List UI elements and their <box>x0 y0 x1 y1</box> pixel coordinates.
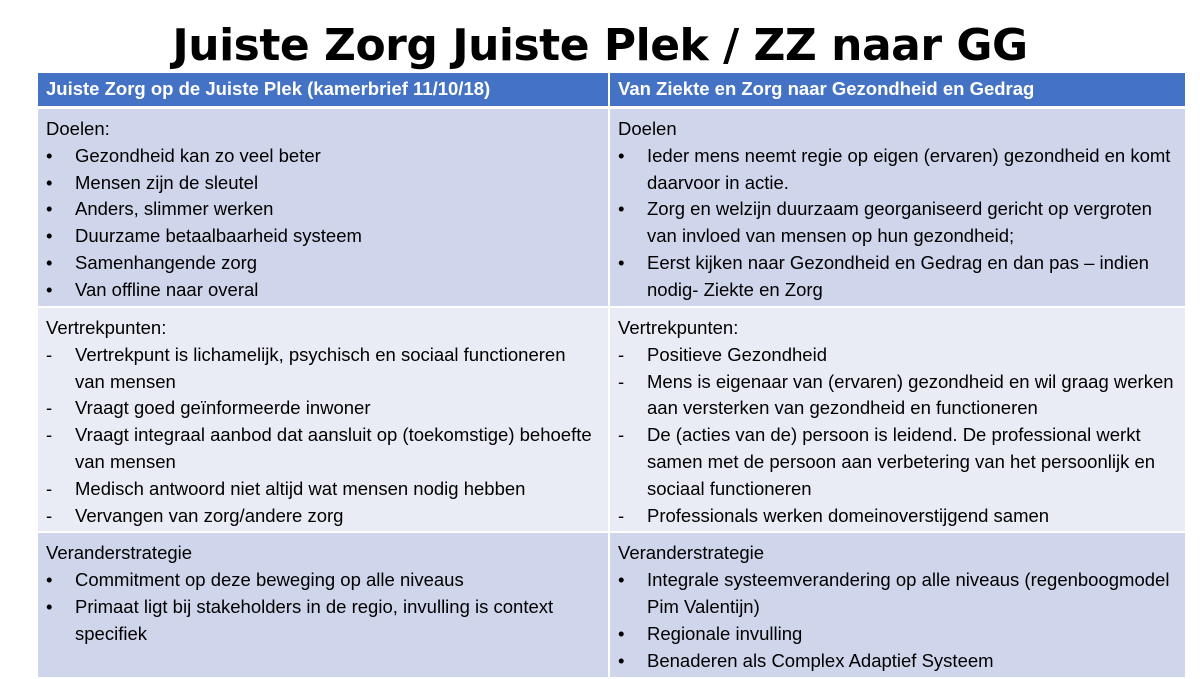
comparison-table <box>38 73 1185 679</box>
list-item-text: Samenhangende zorg <box>75 251 258 273</box>
list-item <box>618 250 1177 304</box>
cell-right-vertrekpunten <box>609 307 1185 532</box>
list-item-text: Mens is eigenaar van (ervaren) gezondheid en wil graag werken aan versterken van gezondheid en functioneren <box>647 370 1174 419</box>
list-item-text: Vraagt integraal aanbod dat aansluit op (toekomstige) behoefte van mensen <box>75 424 592 472</box>
bullet-marker: • <box>46 198 53 220</box>
bullet-list <box>46 567 600 647</box>
list-item-text: Primaat ligt bij stakeholders in de regio, invulling is context specifiek <box>75 595 554 644</box>
cell-heading: Vertrekpunten: <box>618 317 739 338</box>
dash-marker: - <box>46 424 53 446</box>
list-item <box>618 143 1177 197</box>
list-item-text: Anders, slimmer werken <box>75 198 274 220</box>
list-item-text: Integrale systeemverandering op alle niveaus (regenboogmodel Pim Valentijn) <box>647 569 1170 617</box>
table-header-row <box>38 73 1185 108</box>
bullet-marker: • <box>46 595 53 617</box>
bullet-list <box>46 143 600 304</box>
list-item-text: Vraagt goed geïnformeerde inwoner <box>75 397 371 419</box>
list-item-text: Medisch antwoord niet altijd wat mensen nodig hebben <box>75 477 526 499</box>
bullet-list <box>618 143 1177 304</box>
list-item <box>618 503 1177 530</box>
bullet-marker: • <box>618 251 625 273</box>
list-item-text: Benaderen als Complex Adaptief Systeem <box>647 649 994 671</box>
list-item-text: Commitment op deze beweging op alle niveaus <box>75 569 464 591</box>
bullet-marker: • <box>46 278 53 300</box>
bullet-marker: • <box>46 569 53 591</box>
list-item-text: Vervangen van zorg/andere zorg <box>75 504 344 526</box>
bullet-marker: • <box>618 622 625 644</box>
dash-marker: - <box>46 397 53 419</box>
bullet-marker: • <box>618 144 625 166</box>
dash-marker: - <box>618 343 625 365</box>
list-item <box>46 342 600 396</box>
list-item <box>46 395 600 422</box>
list-item <box>618 196 1177 250</box>
bullet-marker: • <box>46 144 53 166</box>
bullet-marker: • <box>618 569 625 591</box>
bullet-marker: • <box>46 171 53 193</box>
list-item <box>46 196 600 223</box>
list-item <box>46 476 600 503</box>
list-item-text: Duurzame betaalbaarheid systeem <box>75 225 362 247</box>
list-item-text: Eerst kijken naar Gezondheid en Gedrag en dan pas – indien nodig- Ziekte en Zorg <box>647 251 1149 300</box>
list-item-text: Regionale invulling <box>647 622 803 644</box>
list-item <box>46 250 600 277</box>
table-row-vertrekpunten <box>38 307 1185 532</box>
dash-list <box>618 342 1177 530</box>
slide-title: Juiste Zorg Juiste Plek / ZZ naar GG <box>172 20 1028 71</box>
list-item <box>618 369 1177 423</box>
cell-heading: Doelen: <box>46 118 110 139</box>
list-item <box>46 170 600 197</box>
dash-marker: - <box>46 504 53 526</box>
dash-list <box>46 342 600 530</box>
dash-marker: - <box>618 424 625 446</box>
bullet-marker: • <box>618 198 625 220</box>
cell-heading: Veranderstrategie <box>46 542 193 564</box>
cell-heading: Doelen <box>618 118 677 139</box>
dash-marker: - <box>46 477 53 499</box>
column-header-left: Juiste Zorg op de Juiste Plek (kamerbrief 11/10/18) <box>38 73 609 108</box>
cell-heading: Veranderstrategie <box>618 542 765 564</box>
cell-heading: Vertrekpunten: <box>46 317 167 338</box>
list-item <box>618 342 1177 369</box>
list-item-text: Mensen zijn de sleutel <box>75 171 259 193</box>
list-item <box>46 567 600 594</box>
list-item-text: Van offline naar overal <box>75 278 259 300</box>
cell-left-veranderstrategie <box>38 532 609 678</box>
list-item-text: Positieve Gezondheid <box>647 343 827 365</box>
bullet-list <box>618 567 1177 674</box>
list-item-text: Ieder mens neemt regie op eigen (ervaren) gezondheid en komt daarvoor in actie. <box>647 144 1171 193</box>
list-item <box>46 594 600 648</box>
table-row-doelen <box>38 108 1185 308</box>
cell-right-veranderstrategie <box>609 532 1185 678</box>
table-row-veranderstrategie <box>38 532 1185 678</box>
column-header-right: Van Ziekte en Zorg naar Gezondheid en Gedrag <box>609 73 1185 108</box>
list-item-text: Gezondheid kan zo veel beter <box>75 144 321 166</box>
list-item <box>46 143 600 170</box>
list-item <box>618 567 1177 621</box>
bullet-marker: • <box>46 225 53 247</box>
cell-right-doelen <box>609 108 1185 308</box>
list-item <box>618 621 1177 648</box>
bullet-marker: • <box>46 251 53 273</box>
list-item <box>46 422 600 476</box>
dash-marker: - <box>618 370 625 392</box>
dash-marker: - <box>618 504 625 526</box>
list-item <box>618 422 1177 502</box>
list-item-text: De (acties van de) persoon is leidend. De professional werkt samen met de persoon aan verbetering van het persoonlijk en sociaal functioneren <box>647 424 1156 499</box>
cell-left-doelen <box>38 108 609 308</box>
list-item-text: Professionals werken domeinoverstijgend samen <box>647 504 1050 526</box>
list-item-text: Zorg en welzijn duurzaam georganiseerd gericht op vergroten van invloed van mensen op hun gezondheid; <box>647 198 1152 247</box>
list-item <box>46 503 600 530</box>
dash-marker: - <box>46 343 53 365</box>
list-item-text: Vertrekpunt is lichamelijk, psychisch en sociaal functioneren van mensen <box>75 343 566 392</box>
list-item <box>618 648 1177 675</box>
list-item <box>46 277 600 304</box>
list-item <box>46 223 600 250</box>
cell-left-vertrekpunten <box>38 307 609 532</box>
bullet-marker: • <box>618 649 625 671</box>
